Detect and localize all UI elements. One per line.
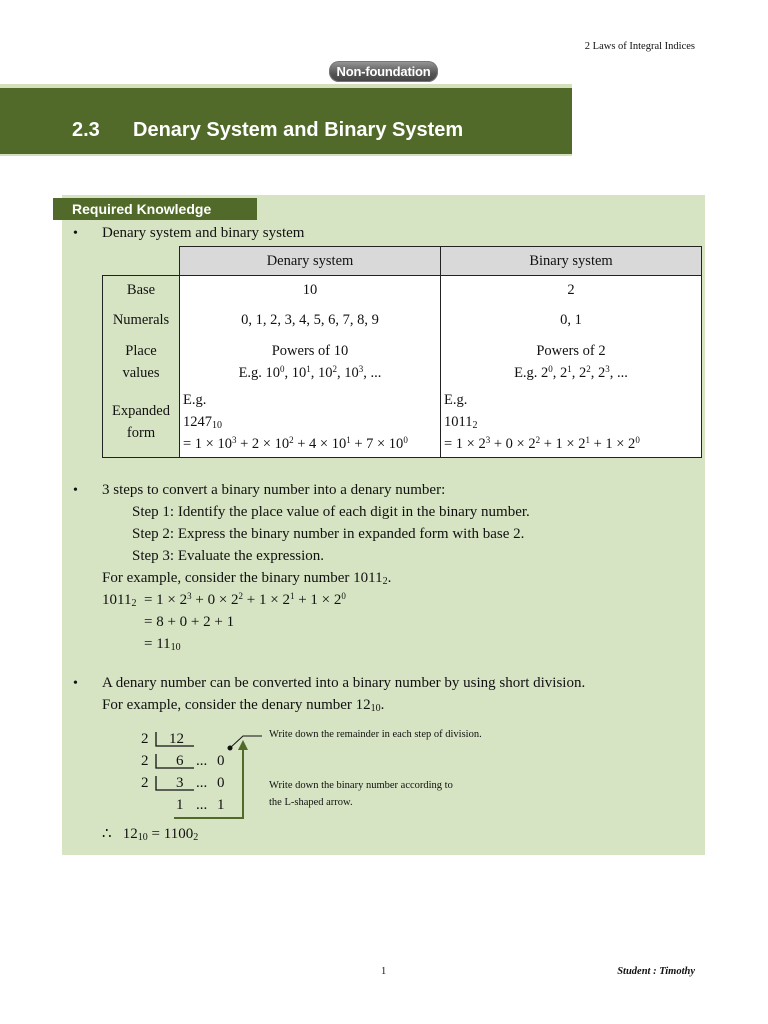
step3-text: Step 3: Evaluate the expression. [132, 548, 325, 564]
division-dots: ... [196, 797, 208, 813]
cell-numerals-binary: 0, 1 [441, 306, 702, 336]
division-remainder: 0 [217, 775, 225, 791]
cell-expanded-binary: E.g. $1011_2$ = $1 \times 2^3 + 0 \times 2^2 + 1 \times 2^1 + 1 \times 2^0$ [441, 388, 702, 458]
division-divisor: 2 [141, 753, 149, 769]
row-label-place-values: Place values [103, 336, 180, 388]
eval-line1: $1011_2 = 1 \times 2^3 + 0 \times 2^2 + 1 \times 2^1 + 1 \times 2^0$ [102, 591, 346, 609]
section-title: Denary System and Binary System [133, 119, 464, 141]
bullet-icon: • [73, 483, 78, 498]
conclusion: ∴ $12_{10} = 1100_2$ [102, 826, 199, 843]
row-label-base: Base [103, 276, 180, 306]
division-remainder: 1 [217, 797, 225, 813]
bullet2-example: For example, consider the binary number $1011_2$. [102, 570, 392, 587]
cell-place-binary: Powers of 2 E.g. $2^0$, $2^1$, $2^2$, $2^3$, ... [441, 336, 702, 388]
bullet-icon: • [73, 226, 78, 241]
division-remainder: 0 [217, 753, 225, 769]
step2-text: Step 2: Express the binary number in expanded form with base 2. [132, 526, 525, 542]
bullet3-example: For example, consider the denary number $12_{10}$. [102, 697, 385, 714]
comparison-table [102, 246, 702, 458]
row-label-expanded-form: Expanded form [103, 388, 180, 458]
division-divisor: 2 [141, 731, 149, 747]
division-dividend: 1 [176, 797, 184, 813]
division-dots: ... [196, 753, 208, 769]
bullet1-text: Denary system and binary system [102, 225, 305, 241]
bullet3-intro: A denary number can be converted into a binary number by using short division. [102, 675, 586, 691]
bullet2-intro: 3 steps to convert a binary number into a denary number: [102, 482, 446, 498]
step1-text: Step 1: Identify the place value of each digit in the binary number. [132, 504, 530, 520]
binary-note-line2: the L-shaped arrow. [269, 797, 353, 808]
division-dividend: 12 [169, 731, 184, 747]
division-dots: ... [196, 775, 208, 791]
division-divisor: 2 [141, 775, 149, 791]
table-header-denary: Denary system [180, 247, 441, 276]
cell-base-denary: 10 [180, 276, 441, 306]
remainder-note: Write down the remainder in each step of division. [269, 729, 482, 740]
non-foundation-badge: Non-foundation [329, 61, 438, 82]
bullet-icon: • [73, 676, 78, 691]
cell-base-binary: 2 [441, 276, 702, 306]
page-number: 1 [381, 966, 387, 977]
cell-numerals-denary: 0, 1, 2, 3, 4, 5, 6, 7, 8, 9 [180, 306, 441, 336]
row-label-numerals: Numerals [103, 306, 180, 336]
division-lines [140, 728, 280, 824]
eval-line2: = 8 + 0 + 2 + 1 [144, 614, 235, 630]
table-header-binary: Binary system [441, 247, 702, 276]
cell-place-denary: Powers of 10 E.g. $10^0$, $10^1$, $10^2$, $10^3$, ... [180, 336, 441, 388]
eval-line3: = $11_{10}$ [144, 636, 181, 653]
division-dividend: 3 [176, 775, 184, 791]
chapter-header: 2 Laws of Integral Indices [584, 41, 695, 52]
required-knowledge-label: Required Knowledge [53, 198, 257, 220]
section-number: 2.3 [72, 119, 100, 141]
cell-expanded-denary: E.g. $1247_{10}$ = $1 \times 10^3 + 2 \times 10^2 + 4 \times 10^1 + 7 \times 10^0$ [180, 388, 441, 458]
student-name: Student : Timothy [617, 966, 695, 977]
division-dividend: 6 [176, 753, 184, 769]
section-banner [0, 88, 572, 154]
binary-note-line1: Write down the binary number according to [269, 780, 453, 791]
